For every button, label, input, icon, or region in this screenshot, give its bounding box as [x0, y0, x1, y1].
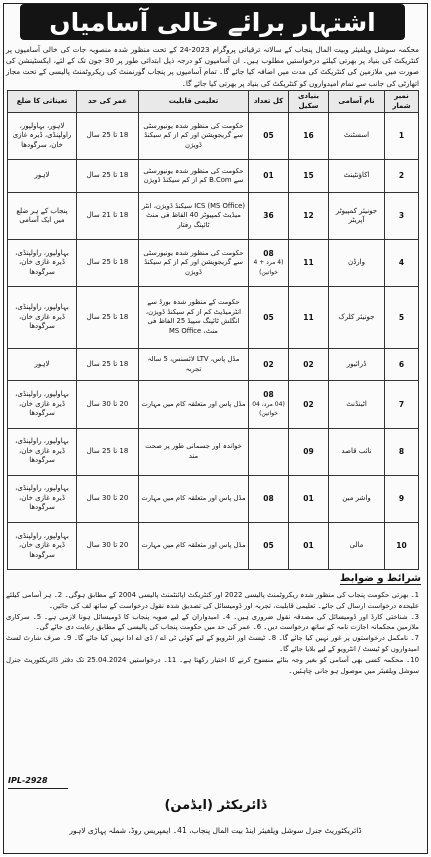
cell-number: [385, 193, 419, 240]
cell-qualification: [139, 381, 249, 428]
cell-district: [8, 428, 77, 475]
cell-district-text: لاہور: [34, 359, 50, 368]
vacancies-table: [7, 90, 419, 570]
cell-post: [329, 348, 385, 381]
cell-number: [385, 287, 419, 348]
cell-scale-text: 01: [303, 493, 314, 503]
cell-scale: [289, 160, 329, 193]
cell-post-text: اٹینڈنٹ: [346, 399, 367, 408]
cell-count: [249, 348, 289, 381]
cell-post: [329, 193, 385, 240]
cell-qualification-text: حکومت کی منظور شدہ یونیورسٹی سے گریجویشن اور کم از کم سیکنڈ ڈویژن: [143, 248, 244, 276]
cell-district: [8, 240, 77, 287]
table-header-row: [8, 91, 419, 113]
cell-qualification: [139, 240, 249, 287]
col-header-count: کل تعداد: [249, 91, 289, 113]
cell-qualification-text: مڈل پاس اور متعلقہ کام میں مہارت: [141, 541, 246, 550]
cell-age: [77, 381, 139, 428]
cell-count-text: 05: [263, 541, 274, 551]
cell-age: [77, 193, 139, 240]
cell-district: [8, 475, 77, 522]
cell-count: [249, 475, 289, 522]
cell-scale-text: 02: [303, 359, 314, 369]
cell-qualification-text: مڈل پاس اور متعلقہ کام میں مہارت: [141, 493, 246, 502]
ipl-number: IPL-2928: [8, 776, 48, 785]
cell-district: [8, 113, 77, 160]
cell-scale-text: 01: [303, 541, 314, 551]
cell-scale: [289, 381, 329, 428]
table-row: [8, 193, 419, 240]
cell-district-text: پنجاب کے ہر ضلع میں ایک آسامی: [16, 206, 68, 225]
cell-post: [329, 287, 385, 348]
cell-post-text: اکاؤنٹینٹ: [343, 171, 370, 180]
col-header-district: تعیناتی کا ضلع: [8, 91, 77, 113]
office-address: ڈائریکٹوریٹ جنرل سوشل ویلفیئر اینڈ بیت المال پنجاب، 41۔ ایمپریس روڈ، شملہ پہاڑی لاہور: [69, 826, 362, 835]
headline-banner: [20, 4, 405, 40]
cell-age-text: 18 تا 25 سال: [86, 446, 129, 455]
cell-qualification: [139, 475, 249, 522]
signature-title: ڈائریکٹر (ایڈمن): [164, 798, 267, 813]
condition-item: 10۔ محکمہ کسی بھی آسامی کو بغیر وجہ بتائے منسوخ کرنے کا اختیار رکھتا ہے۔ 11۔ درخواستیں 25.04.2024 تک دفتر ڈائریکٹوریٹ جنرل سوشل ویلفیئر میں موصول ہو جانی چاہئیں۔: [6, 655, 419, 675]
cell-age: [77, 348, 139, 381]
cell-post-text: نائب قاصد: [341, 446, 372, 455]
cell-age: [77, 475, 139, 522]
cell-scale: [289, 428, 329, 475]
cell-district: [8, 522, 77, 569]
cell-post-text: وارڈن: [348, 258, 365, 267]
table-row: [8, 240, 419, 287]
condition-item: 3۔ شناختی کارڈ اور ڈومیسائل کی مصدقہ نقول ضروری ہیں۔ 4۔ امیدواران کے لیے صوبہ پنجاب کا ڈومیسائل ہونا لازمی ہے۔ 5۔ سرکاری ملازمین محکمانہ اجازت نامہ کے ساتھ درخواست دیں۔ 6۔ عمر کی حد میں حکومت پنجاب کی پالیسی کے مطابق رعایت دی جائے گی۔: [6, 612, 419, 632]
cell-number-text: 3: [398, 211, 405, 221]
cell-count-text: 08: [263, 248, 274, 258]
cell-post: [329, 381, 385, 428]
cell-qualification-text: حکومت کے منظور شدہ بورڈ سے انٹرمیڈیٹ کم از کم سیکنڈ ڈویژن، انگلش ٹائپنگ سپیڈ 25 الفاظ فی منٹ، MS Office: [145, 298, 242, 335]
cell-count: [249, 193, 289, 240]
cell-post: [329, 113, 385, 160]
conditions-list: [6, 590, 419, 772]
table-row: [8, 522, 419, 569]
cell-post: [329, 428, 385, 475]
cell-district-text: لاہور، بہاولپور، راولپنڈی، ڈیرہ غازی خان، سرگودھا: [12, 121, 72, 149]
cell-qualification: [139, 160, 249, 193]
cell-qualification-text: مڈل پاس اور متعلقہ کام میں مہارت: [141, 399, 246, 408]
cell-age-text: 20 تا 30 سال: [86, 399, 129, 408]
cell-count-note: (04 مرد، 04 خواتین): [252, 400, 285, 418]
cell-count-text: 01: [263, 171, 274, 181]
cell-post: [329, 522, 385, 569]
cell-age-text: 18 تا 21 سال: [86, 211, 129, 220]
cell-number-text: 7: [398, 399, 405, 409]
cell-district: [8, 287, 77, 348]
cell-count: [249, 240, 289, 287]
cell-age: [77, 240, 139, 287]
col-header-number: نمبر شمار: [385, 91, 419, 113]
cell-age-text: 18 تا 25 سال: [86, 131, 129, 140]
cell-district: [8, 193, 77, 240]
cell-district-text: بہاولپور، راولپنڈی، ڈیرہ غازی خان، سرگودھا: [15, 303, 69, 331]
table-row: [8, 160, 419, 193]
cell-scale: [289, 475, 329, 522]
cell-post: [329, 240, 385, 287]
cell-qualification: [139, 113, 249, 160]
cell-number: [385, 348, 419, 381]
table-row: [8, 475, 419, 522]
cell-number: [385, 475, 419, 522]
cell-scale-text: 11: [303, 312, 314, 322]
col-header-scale: بنیادی سکیل: [289, 91, 329, 113]
cell-scale-text: 11: [303, 258, 314, 268]
cell-qualification-text: خواندہ اور جسمانی طور پر صحت مند: [145, 442, 242, 460]
table-row: [8, 287, 419, 348]
cell-scale: [289, 113, 329, 160]
condition-item: 7۔ نامکمل درخواستوں پر غور نہیں کیا جائے گا۔ 8۔ ٹیسٹ اور انٹرویو کے لیے کوئی ٹی اے / ڈی اے ادا نہیں کیا جائے گا۔ 9۔ صرف شارٹ لسٹ امیدواروں کو ٹیسٹ / انٹرویو کے لیے بلایا جائے گا۔: [6, 634, 419, 653]
cell-post: [329, 160, 385, 193]
cell-number-text: 10: [396, 541, 407, 551]
cell-age-text: 18 تا 25 سال: [86, 312, 129, 321]
cell-count: [249, 522, 289, 569]
cell-district-text: بہاولپور، راولپنڈی، ڈیرہ غازی خان، سرگودھا: [15, 248, 69, 276]
cell-number-text: 1: [398, 131, 405, 141]
cell-post-text: ڈرائیور: [346, 359, 367, 368]
cell-count-text: 08: [263, 493, 274, 503]
cell-count: [249, 428, 289, 475]
cell-post: [329, 475, 385, 522]
cell-scale: [289, 287, 329, 348]
table-row: [8, 113, 419, 160]
col-header-post: نام آسامی: [329, 91, 385, 113]
cell-count-note: (4 مرد + 4 خواتین): [253, 259, 284, 276]
conditions-title: شرائط و ضوابط: [340, 573, 421, 584]
cell-age: [77, 287, 139, 348]
cell-count: [249, 160, 289, 193]
col-header-age: عمر کی حد: [77, 91, 139, 113]
cell-post-text: جونیئر کمپیوٹر آپریٹر: [335, 206, 378, 225]
cell-scale: [289, 522, 329, 569]
condition-item: 1۔ بھرتی حکومت پنجاب کی منظور شدہ ریکروٹمنٹ پالیسی 2022 اور کنٹریکٹ اپائنٹمنٹ پالیسی 2004 کے مطابق ہوگی۔ 2۔ ہر آسامی کیلئے علیحدہ درخواست ارسال کی جائے۔ تعلیمی قابلیت، تجربہ اور ڈومیسائل کی تصدیق شدہ نقول درخواست کے ساتھ لف کی جائیں۔: [6, 591, 419, 610]
cell-qualification-text: مڈل پاس، LTV لائسنس، 5 سالہ تجربہ: [147, 355, 240, 373]
cell-scale: [289, 240, 329, 287]
cell-scale-text: 02: [303, 399, 314, 409]
cell-age-text: 18 تا 25 سال: [86, 171, 129, 180]
cell-number: [385, 522, 419, 569]
cell-number: [385, 381, 419, 428]
cell-number-text: 2: [398, 171, 405, 181]
cell-qualification: [139, 522, 249, 569]
cell-qualification: [139, 193, 249, 240]
cell-post-text: اسسٹنٹ: [343, 131, 370, 140]
table-row: [8, 348, 419, 381]
cell-qualification: [139, 287, 249, 348]
cell-district-text: لاہور: [34, 171, 50, 180]
cell-count: [249, 113, 289, 160]
cell-qualification-text: حکومت کی منظور شدہ یونیورسٹی سے B.Com کم از کم سیکنڈ ڈویژن: [143, 166, 244, 185]
cell-count-text: 05: [263, 312, 274, 322]
cell-count: [249, 287, 289, 348]
cell-age: [77, 522, 139, 569]
cell-scale: [289, 193, 329, 240]
intro-paragraph: محکمہ سوشل ویلفیئر وبیت المال پنجاب کے سالانہ ترقیاتی پروگرام 2023-24 کے تحت منظور شدہ منصوبہ جات کی خالی آسامیوں پر کنٹریکٹ کی بنیاد پر بھرتی کیلئے درخواستیں مطلوب ہیں۔ ان آسامیوں کو درجہ ذیل ابتدائی طور پر 30 جون تک کے لئے، ایکسٹینشن کی صورت میں ملازمین کی کنٹریکٹ کی مدت میں اضافہ کیا جائے گا۔ تمام آسامیوں پر پنجاب گورنمنٹ کی ریکروٹمنٹ پالیسی کے تحت مجاز اتھارٹی کی جانب سے تمام امیدواروں کو کنٹریکٹ کی بنیاد پر بھرتی کیا جائے گا۔: [6, 45, 419, 88]
cell-qualification-text: ICS (MS Office) سیکنڈ ڈویژن، انٹر میڈیٹ کمپیوٹر 40 الفاظ فی منٹ ٹائپنگ رفتار: [141, 201, 246, 229]
cell-scale-text: 15: [303, 171, 314, 181]
cell-qualification-text: حکومت کی منظور شدہ یونیورسٹی سے گریجویشن اور کم از کم سیکنڈ ڈویژن: [143, 121, 244, 149]
cell-district: [8, 160, 77, 193]
cell-number: [385, 160, 419, 193]
cell-number-text: 9: [398, 493, 405, 503]
cell-qualification: [139, 428, 249, 475]
cell-count-text: 08: [263, 390, 274, 400]
cell-age: [77, 160, 139, 193]
cell-district: [8, 381, 77, 428]
cell-age-text: 18 تا 25 سال: [86, 258, 129, 267]
cell-count-text: 02: [263, 359, 274, 369]
cell-count-text: 05: [263, 131, 274, 141]
cell-age-text: 18 تا 25 سال: [86, 359, 129, 368]
cell-number-text: 8: [398, 446, 405, 456]
headline-text: اشتہار برائے خالی آسامیاں: [49, 7, 376, 37]
cell-district-text: بہاولپور، راولپنڈی، ڈیرہ غازی خان، سرگودھا: [15, 484, 69, 512]
cell-age: [77, 428, 139, 475]
table-row: [8, 381, 419, 428]
cell-age-text: 20 تا 30 سال: [86, 493, 129, 502]
ipl-underline: [8, 788, 68, 789]
cell-number-text: 4: [398, 258, 405, 268]
cell-post-text: واشر مین: [342, 493, 371, 502]
cell-count: [249, 381, 289, 428]
cell-scale-text: 12: [303, 211, 314, 221]
cell-count-text: 36: [263, 211, 274, 221]
cell-number: [385, 113, 419, 160]
cell-number-text: 5: [398, 312, 405, 322]
col-header-qualification: تعلیمی قابلیت: [139, 91, 249, 113]
cell-district-text: بہاولپور، راولپنڈی، ڈیرہ غازی خان، سرگودھا: [15, 390, 69, 418]
cell-number-text: 6: [398, 359, 405, 369]
cell-district-text: بہاولپور، راولپنڈی، ڈیرہ غازی خان، سرگودھا: [15, 531, 69, 559]
cell-number: [385, 240, 419, 287]
cell-district: [8, 348, 77, 381]
cell-number: [385, 428, 419, 475]
cell-qualification: [139, 348, 249, 381]
table-row: [8, 428, 419, 475]
cell-scale: [289, 348, 329, 381]
cell-post-text: مالی: [349, 541, 364, 550]
cell-scale-text: 16: [303, 131, 314, 141]
cell-district-text: بہاولپور، راولپنڈی، ڈیرہ غازی خان، سرگودھا: [15, 437, 69, 465]
cell-post-text: جونیئر کلرک: [338, 312, 375, 321]
cell-scale-text: 09: [303, 446, 314, 456]
cell-age-text: 20 تا 30 سال: [86, 541, 129, 550]
cell-age: [77, 113, 139, 160]
